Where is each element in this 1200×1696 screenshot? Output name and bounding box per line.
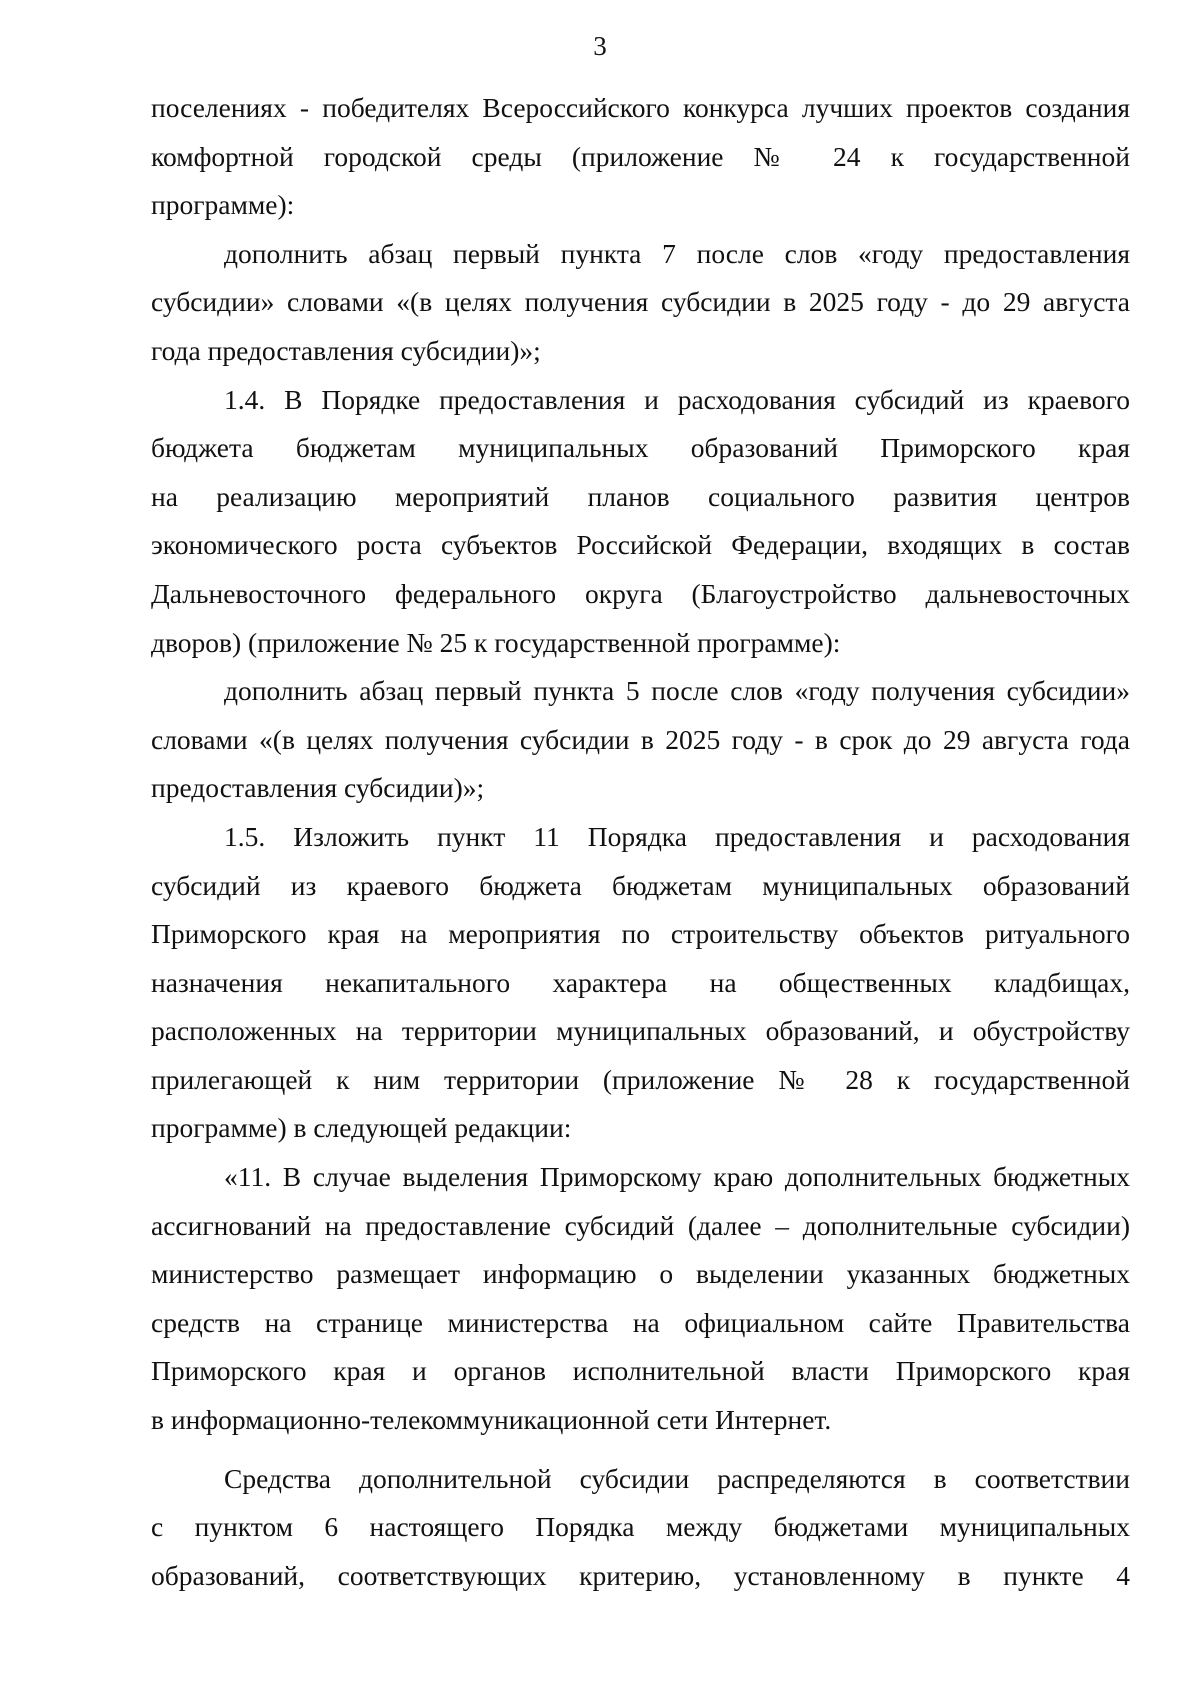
text-line: экономического роста субъектов Российской Федерации, входящих в состав	[151, 529, 1130, 561]
text-line: дополнить абзац первый пункта 5 после слов «году получения субсидии»	[224, 675, 1130, 707]
text-line: субсидии» словами «(в целях получения субсидии в 2025 году - до 29 августа	[151, 286, 1130, 318]
text-line: на реализацию мероприятий планов социального развития центров	[151, 480, 1130, 512]
text-line: дворов) (приложение № 25 к государственной программе):	[151, 626, 841, 658]
text-line: года предоставления субсидии)»;	[151, 334, 541, 366]
text-line: программе):	[151, 189, 295, 221]
text-line: комфортной городской среды (приложение № 24 к государственной	[151, 140, 1130, 172]
text-line: Средства дополнительной субсидии распределяются в соответствии	[224, 1462, 1130, 1494]
paragraph-spacer	[151, 1445, 1130, 1455]
text-line: расположенных на территории муниципальных образований, и обустройству	[151, 1015, 1130, 1047]
text-line: словами «(в целях получения субсидии в 2025 году - в срок до 29 августа года	[151, 723, 1130, 755]
text-line: с пунктом 6 настоящего Порядка между бюджетами муниципальных	[151, 1511, 1130, 1543]
text-line: средств на странице министерства на официальном сайте Правительства	[151, 1306, 1130, 1338]
text-line: прилегающей к ним территории (приложение № 28 к государственной	[151, 1063, 1130, 1095]
text-line: 1.5. Изложить пункт 11 Порядка предоставления и расходования	[224, 820, 1130, 852]
text-line: «11. В случае выделения Приморскому краю дополнительных бюджетных	[224, 1161, 1130, 1193]
text-line: субсидий из краевого бюджета бюджетам муниципальных образований	[151, 869, 1130, 901]
text-line: Приморского края на мероприятия по строительству объектов ритуального	[151, 918, 1130, 950]
text-line: поселениях - победителях Всероссийского конкурса лучших проектов создания	[151, 92, 1130, 123]
text-line: Дальневосточного федерального округа (Благоустройство дальневосточных	[151, 577, 1130, 609]
page-number: 3	[593, 31, 607, 61]
text-line: образований, соответствующих критерию, установленному в пункте 4	[151, 1559, 1130, 1591]
text-line: дополнить абзац первый пункта 7 после слов «году предоставления	[224, 237, 1130, 269]
text-line: программе) в следующей редакции:	[151, 1112, 572, 1144]
body-text	[151, 84, 1130, 1600]
text-line: министерство размещает информацию о выделении указанных бюджетных	[151, 1258, 1130, 1290]
text-line: в информационно-телекоммуникационной сети Интернет.	[151, 1404, 832, 1436]
text-line: предоставления субсидии)»;	[151, 772, 485, 804]
text-line: бюджета бюджетам муниципальных образований Приморского края	[151, 432, 1130, 464]
text-line: назначения некапитального характера на общественных кладбищах,	[151, 966, 1130, 998]
text-line: 1.4. В Порядке предоставления и расходования субсидий из краевого	[224, 383, 1130, 415]
text-line: ассигнований на предоставление субсидий (далее – дополнительные субсидии)	[151, 1209, 1130, 1241]
text-line: Приморского края и органов исполнительной власти Приморского края	[151, 1355, 1130, 1387]
